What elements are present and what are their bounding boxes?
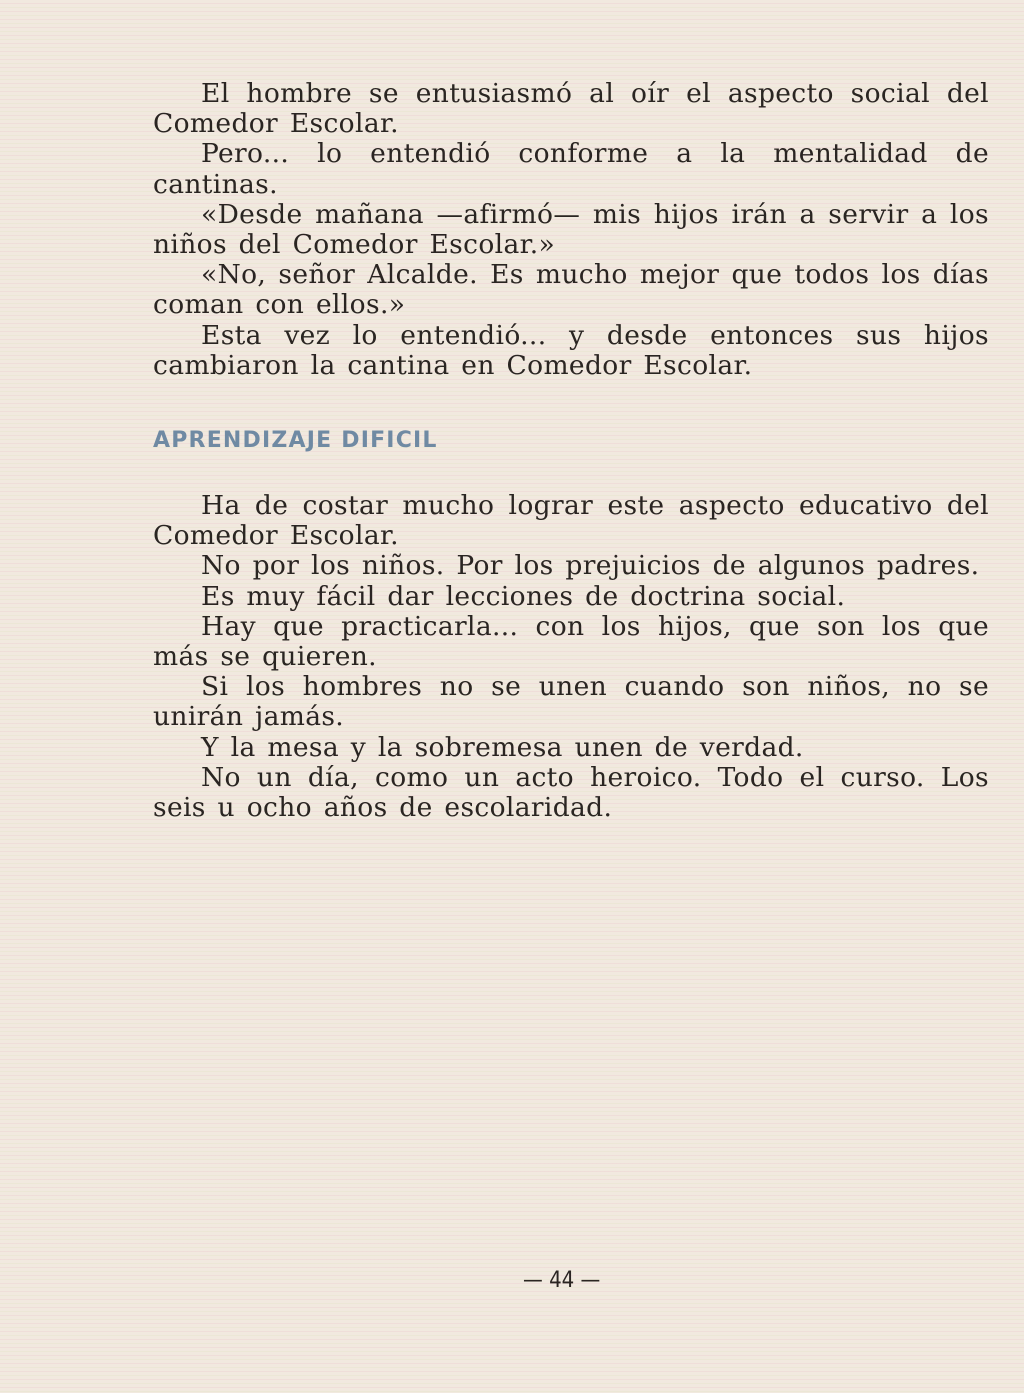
- page-number: — 44 —: [523, 1268, 601, 1293]
- paragraph: Pero... lo entendió conforme a la mentalidad de cantinas.: [153, 138, 989, 200]
- paragraph: Esta vez lo entendió... y desde entonces sus hijos cambiaron la cantina en Comedor Escolar.: [153, 319, 989, 381]
- paragraph: «No, señor Alcalde. Es mucho mejor que todos los días coman con ellos.»: [153, 259, 989, 321]
- section-two-text: [153, 491, 989, 823]
- section-heading: APRENDIZAJE DIFICIL: [153, 428, 438, 453]
- paragraph: «Desde mañana —afirmó— mis hijos irán a servir a los niños del Comedor Escolar.»: [153, 198, 989, 261]
- paragraph: Si los hombres no se unen cuando son niños, no se unirán jamás.: [153, 671, 989, 733]
- paragraph: Hay que practicarla... con los hijos, que son los que más se quieren.: [153, 610, 989, 673]
- paragraph: Es muy fácil dar lecciones de doctrina social.: [201, 580, 846, 612]
- paragraph: El hombre se entusiasmó al oír el aspecto social del Comedor Escolar.: [153, 78, 989, 140]
- paragraph: No por los niños. Por los prejuicios de algunos padres.: [201, 550, 980, 582]
- paragraph: Y la mesa y la sobremesa unen de verdad.: [201, 731, 804, 763]
- section-one-text: [153, 79, 989, 381]
- paragraph: Ha de costar mucho lograr este aspecto educativo del Comedor Escolar.: [153, 490, 989, 552]
- paragraph: No un día, como un acto heroico. Todo el curso. Los seis u ocho años de escolaridad.: [153, 761, 989, 824]
